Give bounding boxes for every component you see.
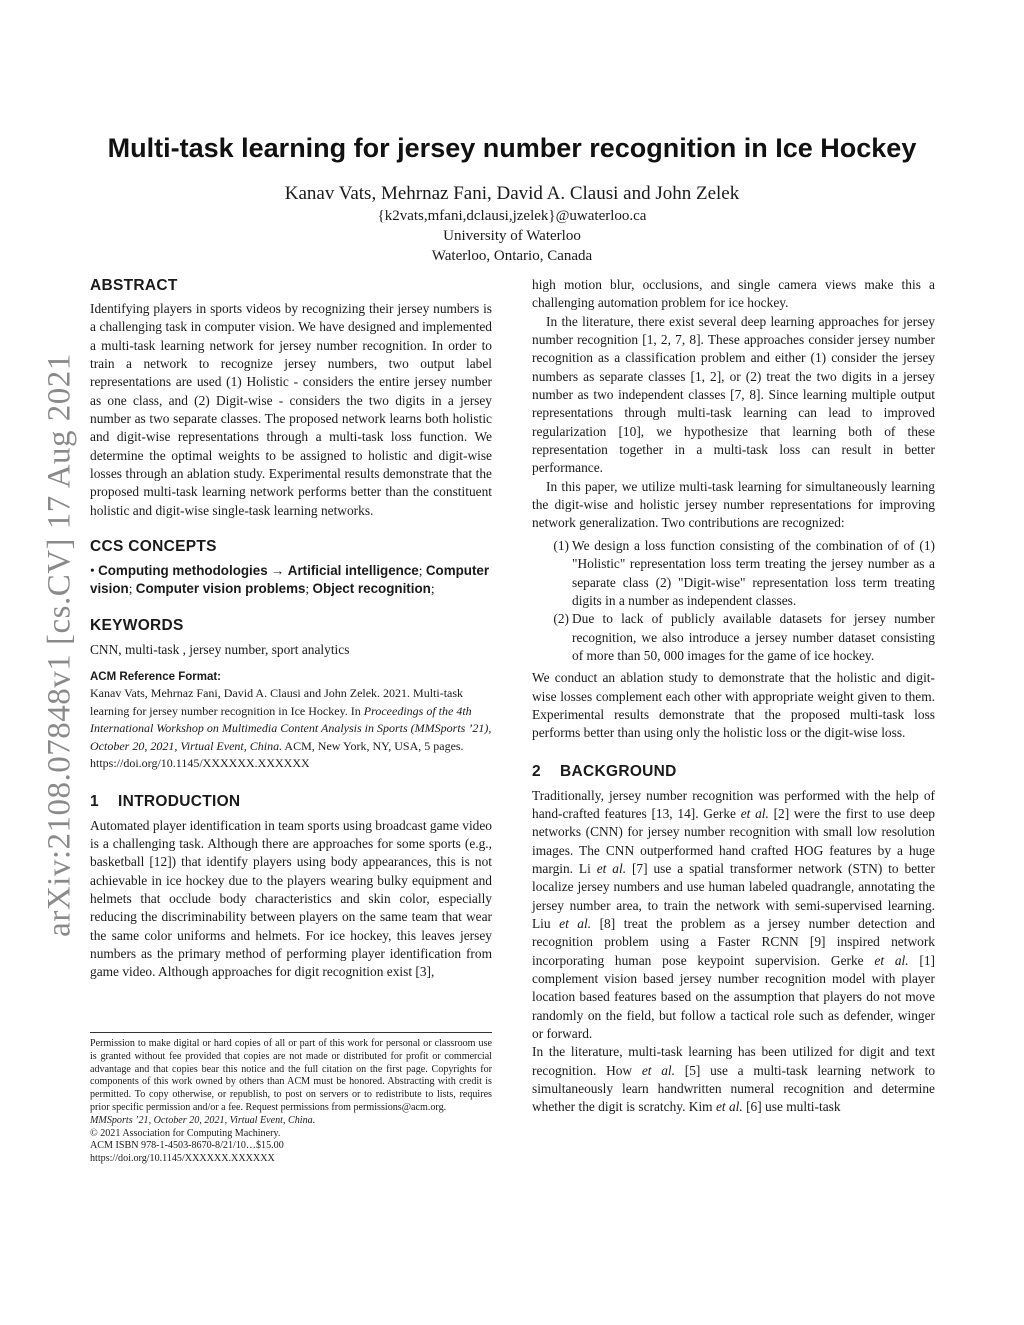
copyright-footnote: [90, 1032, 492, 1166]
ccs-term: Artificial intelligence: [287, 563, 419, 579]
intro-paragraph-1-continued: high motion blur, occlusions, and single camera views make this a challenging automation problem for ice hockey.: [532, 277, 935, 311]
acm-reference-text: [90, 685, 492, 773]
text-run: [8] treat the problem as a jersey number detection and recognition problem using a Faster RCNN [9] inspired network incorporating human pose keypoint supervision. Gerke: [532, 916, 936, 968]
acm-reference-lead: Kanav Vats, Mehrnaz Fani, David A. Clausi and John Zelek. 2021. Multi-task learning for jersey number recognition in Ice Hockey. In: [90, 686, 464, 718]
ccs-arrow: →: [271, 563, 285, 579]
citation-etal: et al.: [715, 1099, 743, 1115]
venue-text: MMSports ’21, October 20, 2021, Virtual Event, China.: [90, 1114, 316, 1126]
acm-reference-heading: ACM Reference Format:: [90, 671, 221, 684]
section-title: BACKGROUND: [560, 762, 677, 780]
list-item: [532, 537, 935, 610]
ccs-bullet: •: [90, 563, 95, 579]
ccs-term: Computing methodologies: [98, 563, 268, 579]
list-marker: (1): [553, 537, 569, 553]
author-location: Waterloo, Ontario, Canada: [431, 248, 593, 264]
citation-etal: et al.: [596, 860, 627, 876]
text-run: [2] were the first to use deep networks (CNN) for jersey number recognition with small low resolution images. The CNN outperformed hand crafted HOG features by a huge margin. Li: [532, 805, 935, 876]
paper-title: Multi-task learning for jersey number recognition in Ice Hockey: [107, 133, 917, 163]
section-number: 2: [532, 762, 541, 780]
citation-etal: et al.: [874, 952, 909, 968]
ccs-separator: ;: [128, 581, 133, 597]
list-item: [532, 610, 935, 665]
author-email: {k2vats,mfani,dclausi,jzelek}@uwaterloo.ca: [377, 208, 647, 224]
ccs-heading: CCS CONCEPTS: [90, 538, 217, 556]
keywords-heading: KEYWORDS: [90, 616, 184, 634]
author-block: [0, 182, 1024, 266]
intro-paragraph-2: In the literature, there exist several deep learning approaches for jersey number recognition [1, 2, 7, 8]. These approaches consider jersey number recognition as a classification problem and either (1) consider the jersey numbers as separate classes [1, 2], or (2) treat the two digits in a jersey number as two independent classes [7, 8]. Since learning multiple output representations through multi-task learning can lead to improved regularization [10], we hypothesize that learning both of these representation together in a multi-task loss can result in better performance.: [532, 313, 935, 476]
section-number: 1: [90, 792, 99, 810]
author-affiliation: University of Waterloo: [443, 228, 581, 244]
section-title: INTRODUCTION: [118, 792, 241, 810]
ccs-term: Computer vision: [90, 563, 490, 597]
background-paragraph-1: [532, 787, 935, 1044]
text-run: [1] complement vision based jersey number recognition model with player location based features based on the assumption that players do not move randomly on the field, but follow a tactical role such as defender, winger or forward.: [532, 952, 935, 1042]
text-run: In the literature, multi-task learning has been utilized for digit and text recognition. How: [532, 1044, 935, 1078]
keywords-text: CNN, multi-task , jersey number, sport analytics: [90, 641, 350, 657]
venue-line: [90, 1115, 492, 1128]
permission-notice: Permission to make digital or hard copies of all or part of this work for personal or classroom use is granted without fee provided that copies are not made or distributed for profit or commercial advantage and that copies bear this notice and the full citation on the first page. Copyrights for components of this work owned by others than ACM must be honored. Abstracting with credit is permitted. To copy otherwise, or republish, to post on servers or to redistribute to lists, requires prior specific permission and/or a fee. Request permissions from permissions@acm.org.: [90, 1038, 492, 1113]
citation-etal: et al.: [559, 916, 592, 931]
text-run: [7] use a spatial transformer network (STN) to better localize jersey numbers and use human labeled quadrangle, annotating the jersey number area, to train the network with semi-supervised learning. Liu: [532, 860, 935, 931]
text-run: [5] use a multi-task learning network to simultaneously learn handwritten numeral recognition and determine whether the digit is scratchy. Kim: [532, 1062, 936, 1115]
ccs-term: Computer vision problems: [135, 581, 306, 597]
text-run: Traditionally, jersey number recognition was performed with the help of hand-crafted features [13, 14]. Gerke: [532, 787, 935, 821]
intro-paragraph-3: In this paper, we utilize multi-task learning for simultaneously learning the digit-wise and holistic jersey number representations for improving network generalization. Two contributions are recognized:: [532, 478, 935, 531]
intro-paragraph-1: Automated player identification in team sports using broadcast game video is a challenging task. Although there are approaches for some sports (e.g., basketball [12]) that identify players using body appearances, this is not achievable in ice hockey due to the players wearing bulky equipment and helmets that occlude body characteristics and skin color, especially reducing the discriminability between players on the same team that wear the same color uniforms and helmets. For ice hockey, this leaves jersey numbers as the primary method of performing player identification from game video. Although approaches for digit recognition exist [3],: [90, 817, 492, 980]
acm-reference-tail: ACM, New York, NY, USA, 5 pages. https://doi.org/10.1145/XXXXXX.XXXXXX: [90, 738, 464, 771]
list-item-text: Due to lack of publicly available datasets for jersey number recognition, we also introduce a jersey number dataset consisting of more than 50, 000 images for the game of ice hockey.: [572, 611, 935, 663]
contributions-list: [532, 537, 935, 665]
background-paragraph-2: [532, 1043, 935, 1116]
list-marker: (2): [553, 611, 569, 627]
section-heading-background: [532, 762, 935, 782]
isbn-line: ACM ISBN 978-1-4503-8670-8/21/10…$15.00: [90, 1140, 284, 1152]
right-column: [532, 276, 935, 1117]
list-item-text: We design a loss function consisting of the combination of of (1) "Holistic" representation loss term treating the jersey number as a separate class (2) "Digit-wise" representation loss term treating digits in a number as independent classes.: [572, 537, 935, 608]
abstract-text: Identifying players in sports videos by recognizing their jersey numbers is a challenging task in computer vision. We have designed and implemented a multi-task learning network for jersey number recognition. In order to train a network to recognize jersey numbers, two output label representations are used (1) Holistic - considers the entire jersey number as one class, and (2) Digit-wise - considers the two digits in a jersey number as two separate classes. The proposed network learns both holistic and digit-wise representations through a multi-task loss function. We determine the optimal weights to be assigned to holistic and digit-wise losses through an ablation study. Experimental results demonstrate that the proposed multi-task learning network performs better than the constituent holistic and digit-wise single-task learning networks.: [90, 301, 492, 518]
ccs-separator: ;: [418, 563, 423, 579]
ccs-concepts: [90, 562, 492, 599]
text-run: [6] use multi-task: [742, 1099, 841, 1115]
copyright-line: © 2021 Association for Computing Machinery.: [90, 1127, 281, 1139]
abstract-heading: ABSTRACT: [90, 277, 178, 294]
ccs-term: Object recognition: [312, 581, 431, 597]
arxiv-identifier: arXiv:2108.07848v1 [cs.CV] 17 Aug 2021: [41, 353, 78, 937]
acm-reference-proceedings: Proceedings of the 4th International Workshop on Multimedia Content Analysis in Sports (MMSports ’21), October 20, 2021, Virtual Event, China.: [90, 703, 492, 753]
intro-paragraph-4: We conduct an ablation study to demonstrate that the holistic and digit-wise losses complement each other with appropriate weight given to them. Experimental results demonstrate that the proposed multi-task loss performs better than using only the holistic loss or the digit-wise loss.: [532, 670, 935, 741]
citation-etal: et al.: [641, 1062, 676, 1078]
author-names: Kanav Vats, Mehrnaz Fani, David A. Clausi and John Zelek: [284, 183, 740, 204]
left-column: [90, 276, 492, 982]
section-heading-introduction: [90, 792, 492, 812]
doi-line: https://doi.org/10.1145/XXXXXX.XXXXXX: [90, 1153, 275, 1165]
citation-etal: et al.: [740, 805, 769, 821]
ccs-separator: ;: [305, 581, 310, 597]
ccs-separator: ;: [430, 581, 435, 597]
